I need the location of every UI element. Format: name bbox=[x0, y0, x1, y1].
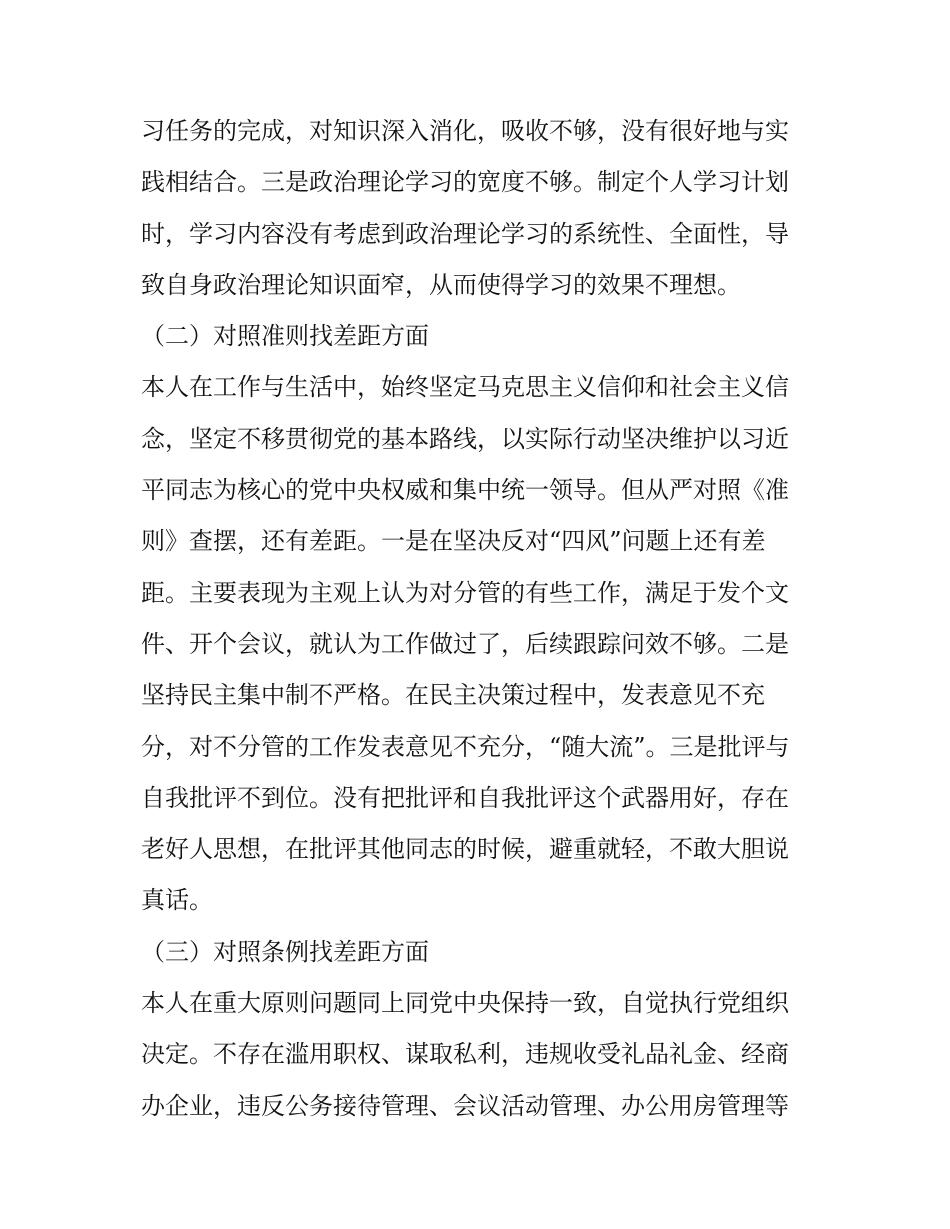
text-line: 件、开个会议，就认为工作做过了，后续跟踪问效不够。二是 bbox=[141, 629, 789, 658]
text-line: 自我批评不到位。没有把批评和自我批评这个武器用好，存在 bbox=[141, 783, 789, 812]
text-line: 坚持民主集中制不严格。在民主决策过程中，发表意见不充 bbox=[141, 681, 765, 710]
section-heading-3: （三）对照条例找差距方面 bbox=[141, 937, 429, 966]
text-line: 决定。不存在滥用职权、谋取私利，违规收受礼品礼金、经商 bbox=[141, 1040, 789, 1069]
text-line: 践相结合。三是政治理论学习的宽度不够。制定个人学习计划 bbox=[141, 168, 789, 197]
text-line: 致自身政治理论知识面窄，从而使得学习的效果不理想。 bbox=[141, 270, 741, 299]
section-heading-2: （二）对照准则找差距方面 bbox=[141, 322, 429, 351]
text-line: 本人在工作与生活中，始终坚定马克思主义信仰和社会主义信 bbox=[141, 373, 789, 402]
text-line: 平同志为核心的党中央权威和集中统一领导。但从严对照《准 bbox=[141, 476, 789, 505]
document-body bbox=[141, 106, 813, 1132]
text-line: 老好人思想，在批评其他同志的时候，避重就轻，不敢大胆说 bbox=[141, 835, 789, 864]
text-line: 念，坚定不移贯彻党的基本路线，以实际行动坚决维护以习近 bbox=[141, 424, 789, 453]
text-line: 时，学习内容没有考虑到政治理论学习的系统性、全面性，导 bbox=[141, 219, 789, 248]
text-line: 距。主要表现为主观上认为对分管的有些工作，满足于发个文 bbox=[141, 578, 789, 607]
text-line: 习任务的完成，对知识深入消化，吸收不够，没有很好地与实 bbox=[141, 117, 789, 145]
text-line: 则》查摆，还有差距。一是在坚决反对“四风”问题上还有差 bbox=[141, 527, 766, 556]
text-line: 本人在重大原则问题同上同党中央保持一致，自觉执行党组织 bbox=[141, 989, 789, 1018]
text-line: 分，对不分管的工作发表意见不充分，“随大流”。三是批评与 bbox=[141, 732, 790, 761]
text-line: 真话。 bbox=[141, 886, 213, 915]
text-line: 办企业，违反公务接待管理、会议活动管理、办公用房管理等 bbox=[141, 1091, 789, 1120]
